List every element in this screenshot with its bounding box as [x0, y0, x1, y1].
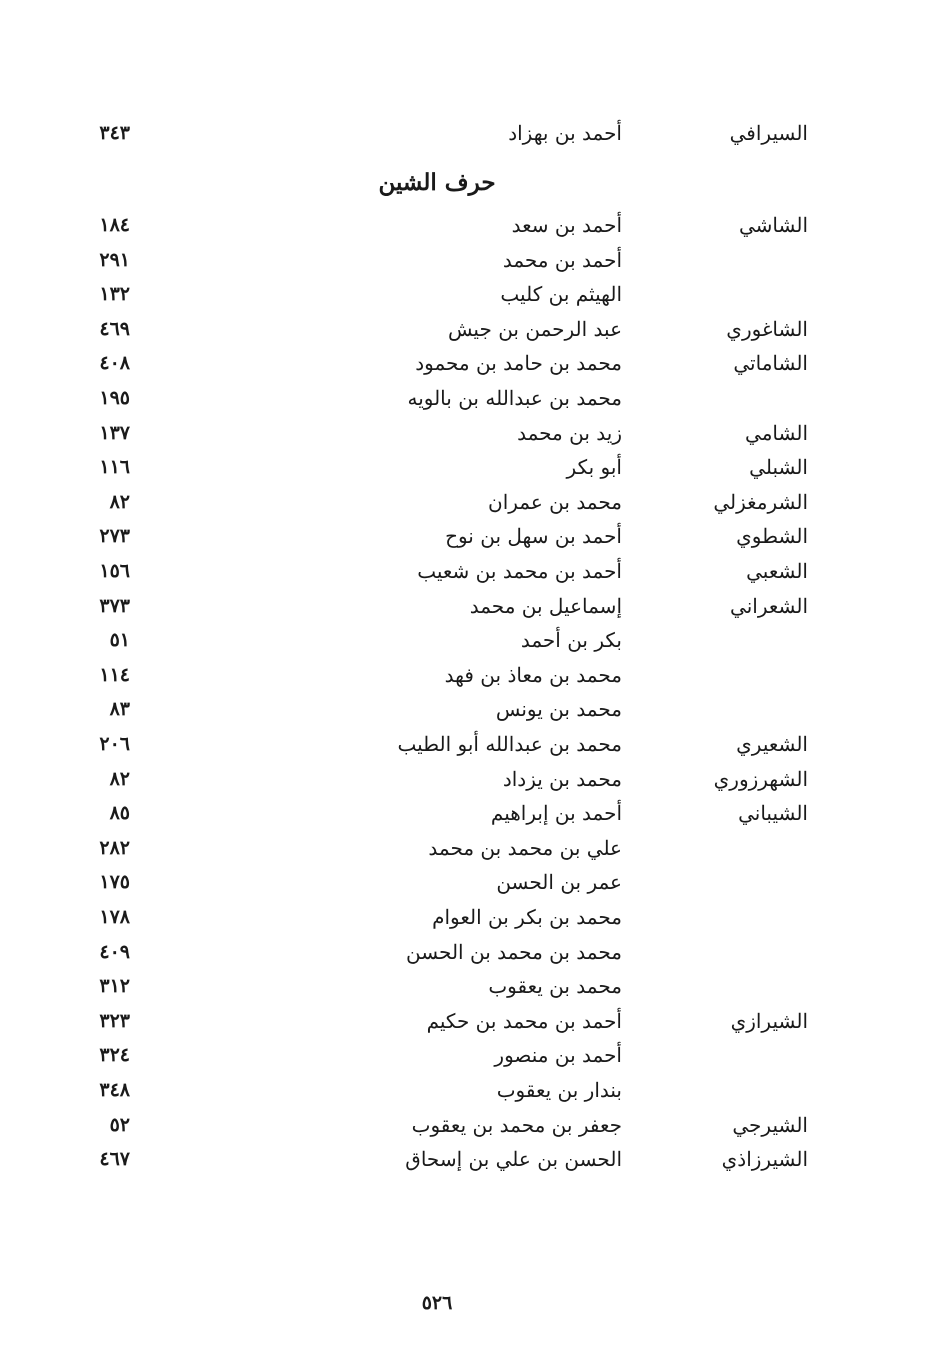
entry-name: محمد بن معاذ بن فهد — [444, 662, 622, 687]
index-entry — [0, 1073, 940, 1107]
index-entry — [0, 277, 940, 311]
index-entry — [0, 243, 940, 277]
entry-page-number: ١٨٤ — [99, 214, 130, 236]
entry-name: أحمد بن منصور — [494, 1043, 622, 1068]
entry-name: بندار بن يعقوب — [496, 1078, 622, 1102]
entry-page-number: ٣٢٣ — [99, 1009, 130, 1032]
index-entry — [0, 692, 940, 726]
index-entry — [0, 658, 940, 692]
entry-nisba: الشيرزاذي — [721, 1147, 808, 1172]
entry-page-number: ١٣٢ — [99, 283, 130, 306]
entry-name: محمد بن عبدالله بن بالويه — [407, 386, 622, 410]
entry-name: إسماعيل بن محمد — [469, 593, 622, 618]
entry-page-number: ٨٣ — [109, 698, 130, 721]
entry-page-number: ١١٦ — [99, 456, 130, 479]
section-heading: حرف الشين — [378, 169, 496, 196]
index-entry — [0, 208, 940, 242]
index-entry — [0, 450, 940, 484]
entry-nisba: السيرافي — [729, 121, 808, 145]
entry-name: أحمد بن محمد بن حكيم — [426, 1008, 622, 1033]
entry-nisba: الشهرزوري — [713, 766, 808, 791]
index-entry — [0, 346, 940, 380]
entry-page-number: ٢٨٢ — [99, 836, 130, 859]
entry-page-number: ٤٦٧ — [99, 1148, 130, 1171]
page-number: ٥٢٦ — [421, 1292, 453, 1314]
index-entry — [0, 312, 940, 346]
entry-name: أحمد بن إبراهيم — [490, 801, 622, 826]
entry-name: بكر بن أحمد — [520, 628, 622, 653]
entry-nisba: الشعراني — [730, 593, 808, 618]
index-entry — [0, 1038, 940, 1072]
entry-name: محمد بن عمران — [488, 489, 622, 514]
index-entry-first — [0, 116, 940, 150]
entry-nisba: الشيباني — [738, 801, 808, 826]
entry-nisba: الشاشي — [738, 213, 808, 237]
entry-name: أحمد بن محمد بن شعيب — [417, 559, 622, 583]
index-entry — [0, 519, 940, 553]
entry-name: جعفر بن محمد بن يعقوب — [411, 1112, 622, 1137]
index-entry — [0, 554, 940, 588]
entry-name: علي بن محمد بن محمد — [428, 835, 622, 860]
index-entry — [0, 935, 940, 969]
entry-page-number: ٣٢٤ — [99, 1044, 130, 1067]
entry-page-number: ١١٤ — [99, 663, 130, 686]
entry-name: عمر بن الحسن — [496, 870, 622, 895]
entry-name: عبد الرحمن بن جيش — [447, 316, 622, 341]
index-entry — [0, 969, 940, 1003]
entry-page-number: ٥٢ — [109, 1113, 130, 1136]
entry-name: أحمد بن محمد — [502, 247, 622, 272]
entry-name: أحمد بن سهل بن نوح — [445, 524, 622, 549]
entry-page-number: ١٥٦ — [99, 560, 130, 582]
entry-nisba: الشرمغزلي — [713, 489, 808, 514]
index-entry — [0, 865, 940, 899]
entry-nisba: الشعيري — [736, 732, 808, 756]
entry-name: محمد بن يونس — [495, 697, 622, 722]
entry-name: محمد بن يزداد — [502, 766, 622, 791]
index-entry — [0, 1142, 940, 1176]
index-entry — [0, 831, 940, 865]
entry-page-number: ١٧٥ — [99, 871, 130, 894]
entry-name: أحمد بن سعد — [511, 213, 622, 237]
entry-name: الهيثم بن كليب — [500, 282, 622, 307]
entry-name: محمد بن حامد بن محمود — [415, 351, 622, 376]
entry-nisba: الشبلي — [749, 455, 808, 480]
entry-page-number: ٤٠٩ — [99, 940, 130, 963]
entry-page-number: ١٧٨ — [99, 906, 130, 928]
entry-page-number: ٢٠٦ — [99, 733, 130, 755]
index-entry — [0, 900, 940, 934]
entry-page-number: ٣١٢ — [99, 975, 130, 998]
entry-page-number: ١٩٥ — [99, 387, 130, 409]
entry-nisba: الشاماتي — [733, 351, 808, 376]
index-entry — [0, 623, 940, 657]
entry-page-number: ٤٦٩ — [99, 317, 130, 340]
entry-name: محمد بن بكر بن العوام — [432, 905, 622, 929]
entry-nisba: الشامي — [745, 420, 808, 445]
entry-nisba: الشعبي — [746, 559, 808, 583]
index-entry — [0, 762, 940, 796]
entry-page-number: ٣٤٨ — [99, 1079, 130, 1101]
entry-nisba: الشاغوري — [726, 316, 808, 341]
entry-page-number: ٨٢ — [109, 490, 130, 513]
index-entry — [0, 381, 940, 415]
entry-page-number: ٢٩١ — [99, 248, 130, 271]
index-entry — [0, 589, 940, 623]
index-entry — [0, 1004, 940, 1038]
entry-nisba: الشيرازي — [730, 1008, 808, 1033]
entry-name: محمد بن عبدالله أبو الطيب — [397, 732, 622, 756]
entry-name: الحسن بن علي بن إسحاق — [405, 1147, 622, 1172]
entry-page-number: ٤٠٨ — [99, 352, 130, 375]
entry-name: محمد بن يعقوب — [488, 974, 622, 999]
entry-page-number: ٨٥ — [109, 802, 130, 825]
index-entry — [0, 485, 940, 519]
entry-page-number: ٢٧٣ — [99, 525, 130, 548]
entry-page-number: ٨٢ — [109, 767, 130, 790]
entry-name: أحمد بن بهزاد — [508, 121, 622, 145]
entry-page-number: ٥١ — [109, 629, 130, 652]
entry-name: زيد بن محمد — [517, 420, 622, 445]
entry-nisba: الشطوي — [736, 524, 808, 549]
index-entry — [0, 416, 940, 450]
index-entry — [0, 727, 940, 761]
entry-page-number: ١٣٧ — [99, 421, 130, 444]
entry-page-number: ٣٧٣ — [99, 594, 130, 617]
entry-page-number: ٣٤٣ — [99, 122, 130, 144]
entry-name: محمد بن محمد بن الحسن — [405, 939, 622, 964]
index-entry — [0, 1108, 940, 1142]
entry-nisba: الشيرجي — [732, 1112, 808, 1137]
index-entry — [0, 796, 940, 830]
entry-name: أبو بكر — [566, 455, 622, 480]
